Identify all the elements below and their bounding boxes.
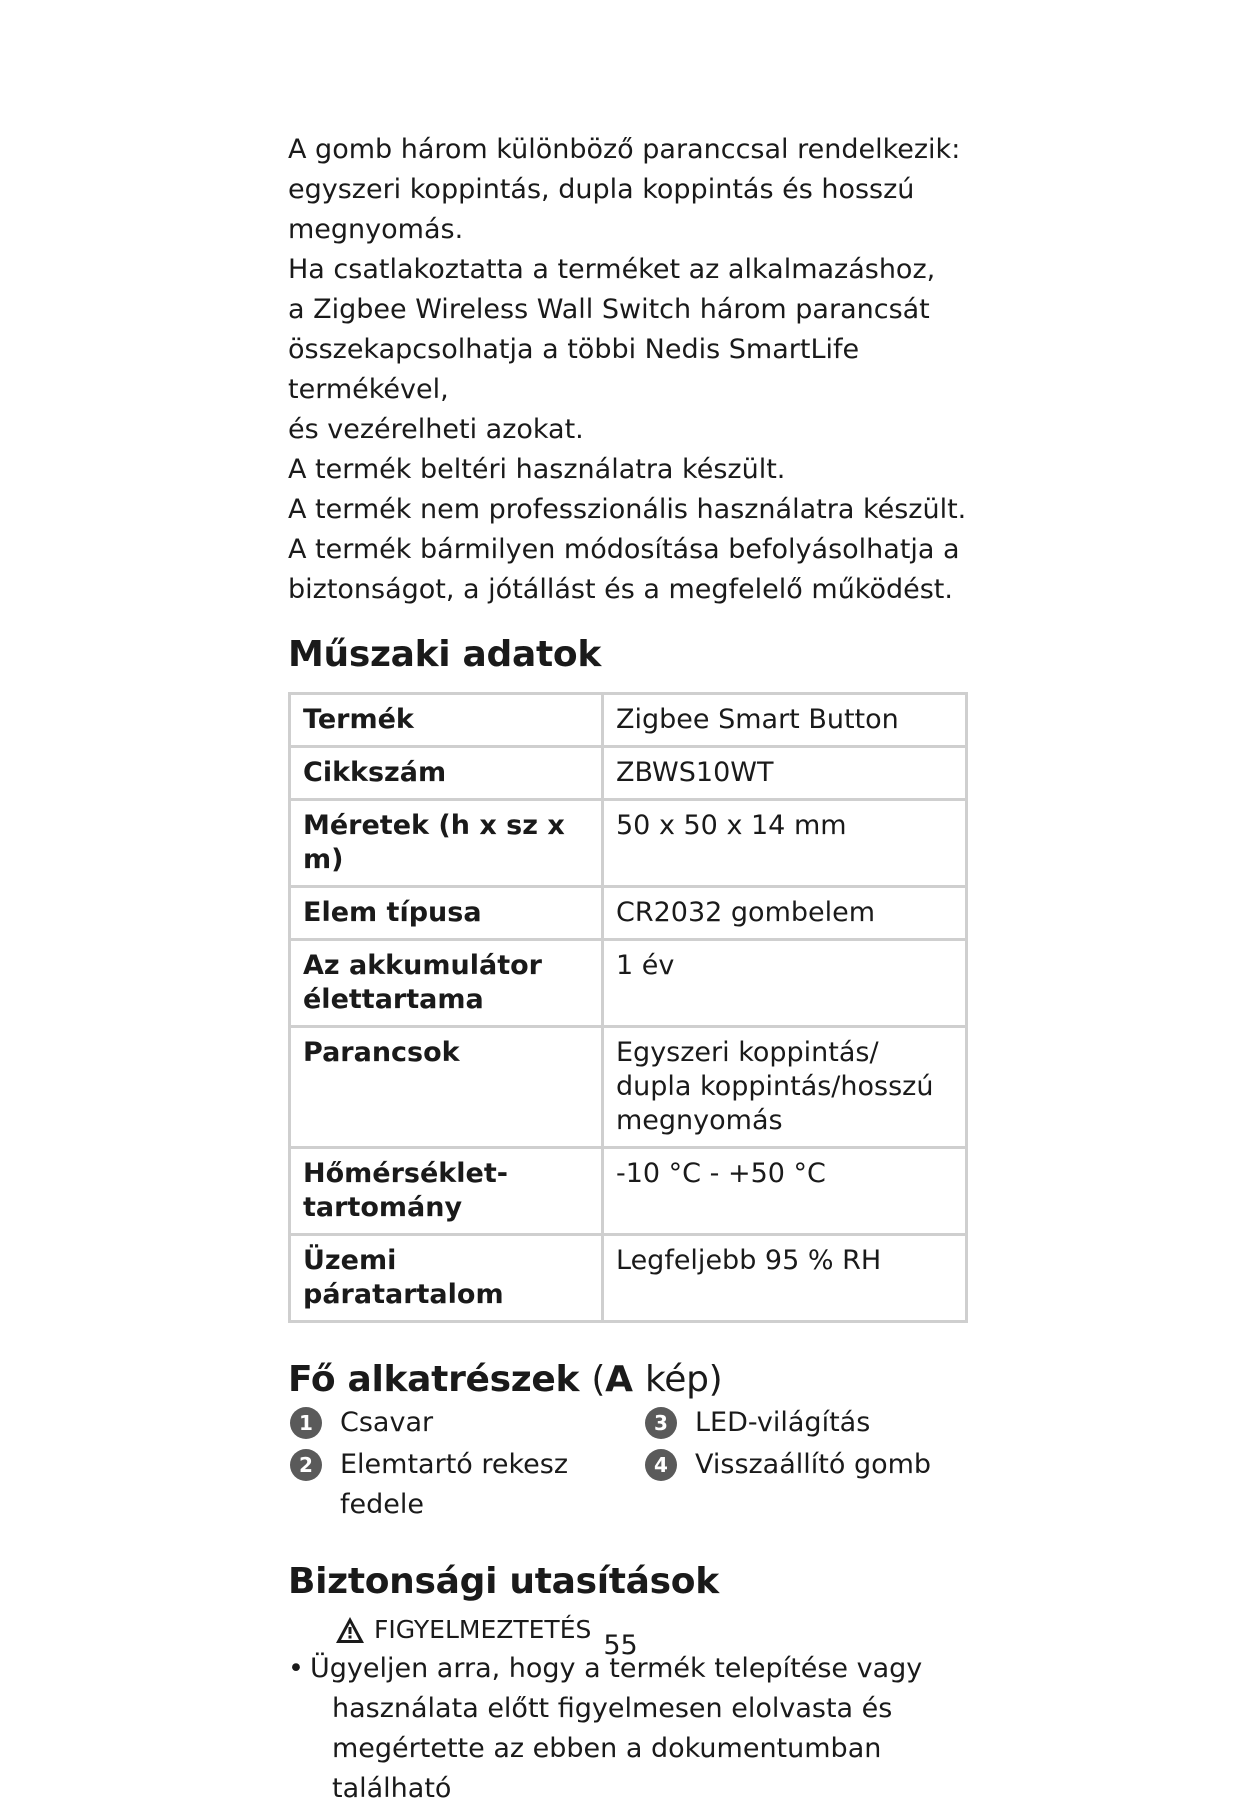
safety-heading: Biztonsági utasítások bbox=[288, 1561, 719, 1602]
parts-heading-rest: kép) bbox=[644, 1359, 723, 1400]
spec-label: Hőmérséklet-tartomány bbox=[290, 1148, 603, 1235]
intro-line: biztonságot, a jótállást és a megfelelő működést. bbox=[288, 574, 953, 605]
intro-text bbox=[288, 130, 968, 610]
part-label: Elemtartó rekesz fedele bbox=[340, 1449, 569, 1520]
intro-line: Ha csatlakoztatta a terméket az alkalmazáshoz, bbox=[288, 254, 936, 285]
table-row bbox=[290, 800, 967, 887]
warning-label: FIGYELMEZTETÉS bbox=[374, 1615, 592, 1644]
spec-value: 50 x 50 x 14 mm bbox=[603, 800, 967, 887]
spec-value: Zigbee Smart Button bbox=[603, 694, 967, 747]
intro-line: összekapcsolhatja a többi Nedis SmartLife termékével, bbox=[288, 334, 860, 405]
spec-value: CR2032 gombelem bbox=[603, 887, 967, 940]
spec-label: Termék bbox=[290, 694, 603, 747]
part-number-badge: 1 bbox=[290, 1407, 322, 1439]
parts-heading-main: Fő alkatrészek bbox=[288, 1359, 580, 1400]
parts-list bbox=[288, 1403, 968, 1525]
parts-heading-paren: ( bbox=[591, 1359, 606, 1400]
part-label: Csavar bbox=[340, 1407, 434, 1438]
intro-line: A gomb három különböző paranccsal rendelkezik: bbox=[288, 134, 961, 165]
intro-line: és vezérelheti azokat. bbox=[288, 414, 584, 445]
spec-label: Méretek (h x sz x m) bbox=[290, 800, 603, 887]
spec-label: Parancsok bbox=[290, 1027, 603, 1148]
part-number-badge: 3 bbox=[645, 1407, 677, 1439]
spec-label: Elem típusa bbox=[290, 887, 603, 940]
spec-value: 1 év bbox=[603, 940, 967, 1027]
table-row bbox=[290, 1027, 967, 1148]
specs-heading: Műszaki adatok bbox=[288, 634, 601, 675]
table-row bbox=[290, 1148, 967, 1235]
intro-line: megnyomás. bbox=[288, 214, 464, 245]
bullet-line: használata előtt figyelmesen elolvasta és bbox=[332, 1693, 893, 1724]
spec-label: Üzemi páratartalom bbox=[290, 1235, 603, 1322]
spec-value: Legfeljebb 95 % RH bbox=[603, 1235, 967, 1322]
bullet-text bbox=[310, 1649, 968, 1809]
safety-bullet bbox=[288, 1649, 968, 1809]
intro-line: egyszeri koppintás, dupla koppintás és hosszú bbox=[288, 174, 915, 205]
list-item bbox=[643, 1403, 968, 1443]
bullet-line: megértette az ebben a dokumentumban található bbox=[332, 1733, 882, 1804]
list-item bbox=[643, 1445, 968, 1525]
table-row bbox=[290, 747, 967, 800]
table-row bbox=[290, 887, 967, 940]
parts-heading bbox=[288, 1357, 968, 1403]
spec-value: ZBWS10WT bbox=[603, 747, 967, 800]
list-item bbox=[288, 1445, 643, 1525]
part-number-badge: 4 bbox=[645, 1449, 677, 1481]
specs-table bbox=[288, 692, 968, 1323]
parts-heading-letter: A bbox=[605, 1359, 633, 1400]
part-label: LED-világítás bbox=[695, 1407, 871, 1438]
table-row bbox=[290, 1235, 967, 1322]
part-number-badge: 2 bbox=[290, 1449, 322, 1481]
part-label: Visszaállító gomb bbox=[695, 1449, 932, 1480]
spec-label: Az akkumulátor élettartama bbox=[290, 940, 603, 1027]
page-number: 55 bbox=[603, 1630, 638, 1661]
bullet-line: Ügyeljen arra, hogy a termék telepítése vagy bbox=[310, 1653, 923, 1684]
bullet-dot: • bbox=[288, 1653, 304, 1684]
spec-value: -10 °C - +50 °C bbox=[603, 1148, 967, 1235]
spec-value: Egyszeri koppintás/ dupla koppintás/hosszú megnyomás bbox=[603, 1027, 967, 1148]
list-item bbox=[288, 1403, 643, 1443]
table-row bbox=[290, 694, 967, 747]
spec-label: Cikkszám bbox=[290, 747, 603, 800]
table-row bbox=[290, 940, 967, 1027]
intro-line: A termék beltéri használatra készült. bbox=[288, 454, 786, 485]
intro-line: A termék bármilyen módosítása befolyásolhatja a bbox=[288, 534, 960, 565]
intro-line: a Zigbee Wireless Wall Switch három parancsát bbox=[288, 294, 930, 325]
page-content bbox=[288, 130, 968, 1809]
intro-line: A termék nem professzionális használatra készült. bbox=[288, 494, 967, 525]
